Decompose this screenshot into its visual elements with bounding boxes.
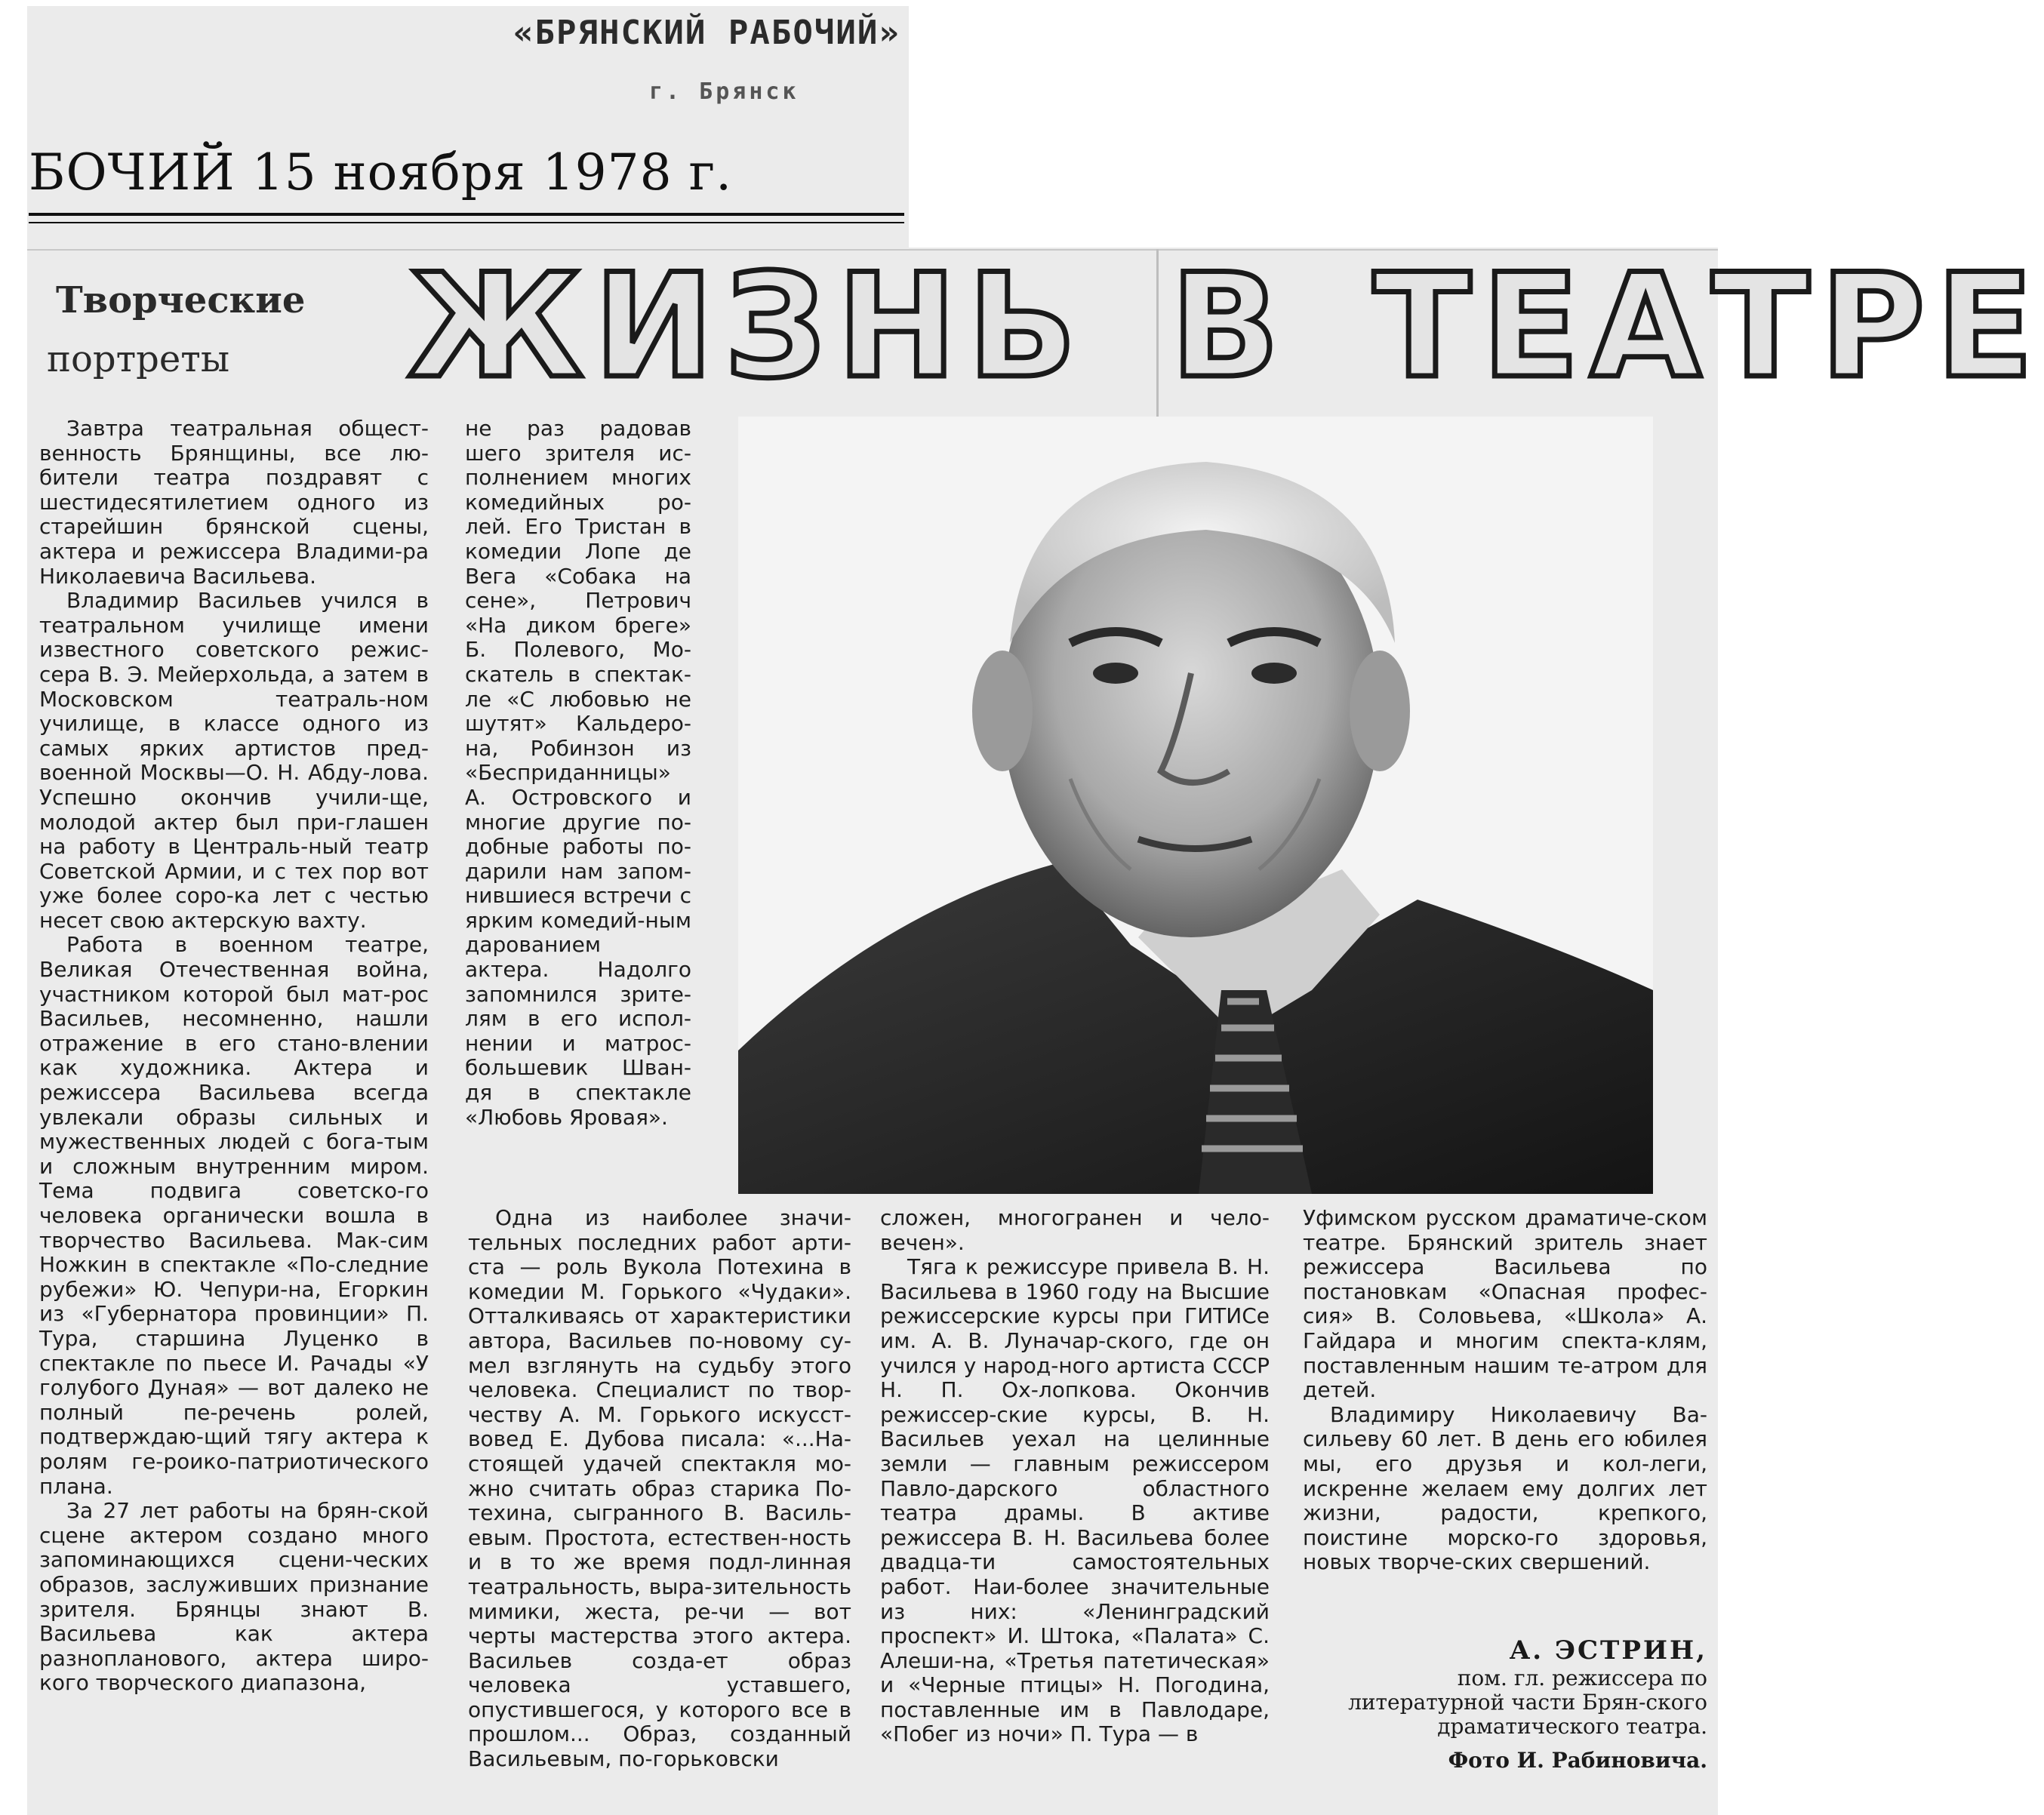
article-headline — [408, 243, 2044, 410]
headline-word-3: ТЕАТРЕ — [1373, 243, 2044, 410]
rubric-line-1: Творческие — [56, 279, 306, 321]
article-column-4 — [880, 1206, 1270, 1747]
paragraph: Завтра театральная общест-венность Брянщины, все лю-бители театра поздравят с шестидесятилетием одного из старейшин брянской сцены, актера и режиссера Владими-ра Николаевича Васильева. — [39, 416, 429, 589]
author-role: пом. гл. режиссера по литературной части Брян-ского драматического театра. — [1348, 1666, 1707, 1739]
article-signature — [1303, 1635, 1707, 1773]
portrait-photo — [738, 417, 1653, 1194]
paragraph: Владимиру Николаевичу Ва-сильеву 60 лет. В день его юбилея мы, его друзья и кол-леги, искренне желаем ему долгих лет жизни, радости, крепкого, поистине морско-го здоровья, новых творче-ских свершений. — [1303, 1401, 1707, 1575]
paragraph: не раз радовав шего зрителя ис-полнением многих комедийных ро-лей. Его Тристан в комедии Лопе де Вега «Собака на сене», Петрович «На диком бреге» Б. Полевого, Мо-скатель в спектак-ле «С любовью не шутят» Кальдеро-на, Робинзон из «Бесприданницы» А. Островского и многие другие по-добные работы по-дарили нам запом-нившиеся встречи с ярким комедий-ным дарованием актера. Надолго запомнился зрите-лям в его испол-нении и матрос-большевик Шван-дя в спектакле «Любовь Яровая». — [465, 416, 691, 1130]
newspaper-stamp-title: «БРЯНСКИЙ РАБОЧИЙ» — [513, 14, 900, 52]
article-column-1 — [39, 417, 429, 1696]
photo-credit: Фото И. Рабиновича. — [1448, 1748, 1707, 1773]
newspaper-stamp-city: г. Брянск — [649, 78, 799, 105]
rubric-line-2: портреты — [47, 338, 230, 380]
paragraph: Уфимском русском драматиче-ском театре. Брянский зритель знает режиссера Васильева по постановкам «Опасная профес-сия» В. Соловьева, «Школа» А. Гайдара и многим спекта-клям, поставленным нашим те-атром для детей. — [1303, 1205, 1707, 1403]
article-column-5 — [1303, 1206, 1707, 1575]
portrait-illustration — [738, 417, 1653, 1194]
masthead-rule-thin — [29, 222, 904, 223]
paragraph: Работа в военном театре, Великая Отечественная война, участником которой был мат-рос Васильев, несомненно, нашли отражение в его стано-влении как художника. Актера и режиссера Васильева всегда увлекали образы сильных и мужественных людей с бога-тым и сложным внутренним миром. Тема подвига советско-го человека органически вошла в творчество Васильева. Мак-сим Ножкин в спектакле «По-следние рубежи» Ю. Чепури-на, Егоркин из «Губернатора провинции» П. Тура, старшина Луценко в спектакле по пьесе И. Рачады «У голубого Дуная» — вот далеко не полный пе-речень ролей, подтверждаю-щий тягу актера к ролям ге-роико-патриотического плана. — [39, 932, 429, 1499]
masthead-rule — [29, 213, 904, 216]
article-column-2 — [465, 417, 691, 1130]
author-name: А. ЭСТРИН, — [1509, 1635, 1707, 1666]
headline-word-2: В — [1170, 243, 1291, 410]
paragraph: Владимир Васильев учился в театральном училище имени известного советского режис-сера В. Э. Мейерхольда, а затем в Московском театраль-ном училище, в классе одного из самых ярких артистов пред-военной Москвы—О. Н. Абду-лова. Успешно окончив учили-ще, молодой актер был при-глашен на работу в Централь-ный театр Советской Армии, и с тех пор вот уже более соро-ка лет с честью несет свою актерскую вахту. — [39, 588, 429, 933]
paragraph: сложен, многогранен и чело-вечен». — [880, 1205, 1270, 1255]
headline-word-1: ЖИЗНЬ — [408, 243, 1088, 410]
paragraph: Тяга к режиссуре привела В. Н. Васильева в 1960 году на Высшие режиссерские курсы при ГИТИСе им. А. В. Луначар-ского, где он учился у народ-ного артиста СССР Н. П. Ох-лопкова. Окончив режиссер-ские курсы, В. Н. Васильев уехал на целинные земли — главным режиссером Павло-дарского областного театра драмы. В активе режиссера В. Н. Васильева более двадца-ти самостоятельных работ. Наи-более значительные из них: «Ленинградский проспект» И. Штока, «Палата» С. Алеши-на, «Третья патетическая» и «Черные птицы» Н. Погодина, поставленные им в Павлодаре, «Побег из ночи» П. Тура — в — [880, 1254, 1270, 1747]
newspaper-masthead-date: БОЧИЙ 15 ноября 1978 г. — [29, 143, 733, 201]
paragraph: За 27 лет работы на брян-ской сцене актером создано много запоминающихся сцени-ческих образов, заслуживших признание зрителя. Брянцы знают В. Васильева как актера разнопланового, актера широ-кого творческого диапазона, — [39, 1498, 429, 1696]
paragraph: Одна из наиболее значи-тельных последних работ арти-ста — роль Вукола Потехина в комедии М. Горького «Чудаки». Отталкиваясь от характеристики автора, Васильев по-новому су-мел взглянуть на судьбу этого человека. Специалист по твор-честву А. М. Горького искусст-вовед Е. Дубова писала: «...На-стоящей удачей спектакля мо-жно считать образ старика По-техина, сыгранного В. Василь-евым. Простота, естествен-ность и в то же время подл-линная театральность, выра-зительность мимики, жеста, ре-чи — вот черты мастерства этого актера. Васильев созда-ет образ человека уставшего, опустившегося, у которого все в прошлом... Образ, созданный Васильевым, по-горьковски — [468, 1205, 851, 1772]
article-column-3 — [468, 1206, 851, 1772]
